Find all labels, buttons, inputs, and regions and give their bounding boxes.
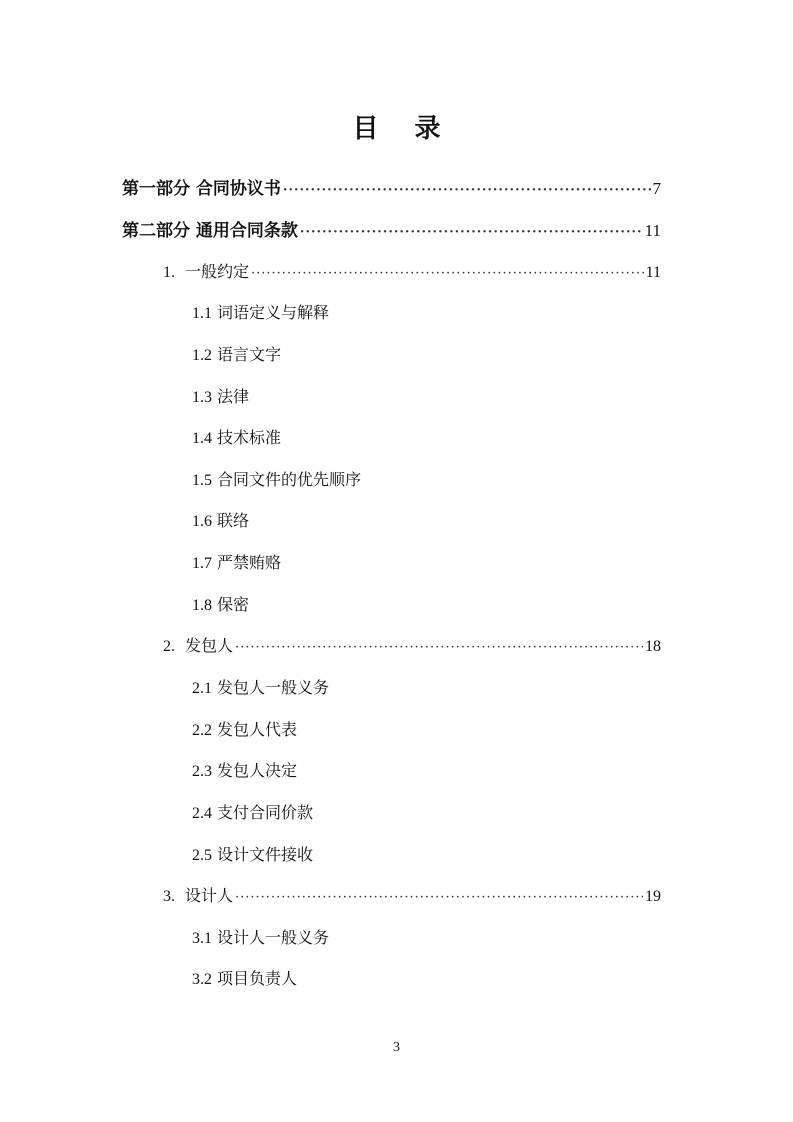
toc-page-number: 7 xyxy=(652,179,661,198)
toc-title-char-2: 录 xyxy=(414,114,441,144)
toc-section-label: 2. 发包人 xyxy=(163,636,234,655)
dot-leader xyxy=(283,183,651,198)
toc-section-label: 3. 设计人 xyxy=(163,886,234,905)
page-number: 3 xyxy=(393,1040,400,1055)
toc-subsection[interactable]: 2.2 发包人代表 xyxy=(192,720,298,739)
toc-subsection[interactable]: 3.2 项目负责人 xyxy=(192,969,298,988)
dot-leader xyxy=(251,266,644,281)
dot-leader xyxy=(235,640,643,655)
toc-subsection[interactable]: 2.1 发包人一般义务 xyxy=(192,678,330,697)
toc-subsection[interactable]: 1.5 合同文件的优先顺序 xyxy=(192,470,362,489)
toc-section-3[interactable] xyxy=(163,883,661,906)
toc-page-number: 19 xyxy=(645,888,661,905)
toc-section-label: 1. 一般约定 xyxy=(163,262,250,281)
toc-page-number: 18 xyxy=(645,638,661,655)
toc-title-char-1: 目 xyxy=(352,114,379,144)
toc-subsection[interactable]: 2.5 设计文件接收 xyxy=(192,845,314,864)
toc-part-label: 第二部分 通用合同条款 xyxy=(122,221,298,241)
toc-subsection[interactable]: 1.2 语言文字 xyxy=(192,345,282,364)
toc-part-label: 第一部分 合同协议书 xyxy=(122,179,281,199)
toc-title xyxy=(0,108,793,145)
toc-page-number: 11 xyxy=(644,221,661,240)
toc-section-2[interactable] xyxy=(163,633,661,656)
toc-subsection[interactable]: 3.1 设计人一般义务 xyxy=(192,928,330,947)
toc-part-2[interactable] xyxy=(122,216,661,241)
toc-subsection[interactable]: 1.8 保密 xyxy=(192,595,250,614)
dot-leader xyxy=(300,225,643,240)
toc-subsection[interactable]: 2.4 支付合同价款 xyxy=(192,803,314,822)
dot-leader xyxy=(235,890,643,905)
toc-subsection[interactable]: 1.6 联络 xyxy=(192,511,250,530)
toc-page-number: 11 xyxy=(645,264,661,281)
toc-subsection[interactable]: 1.4 技术标准 xyxy=(192,428,282,447)
toc-subsection[interactable]: 2.3 发包人决定 xyxy=(192,761,298,780)
toc-part-1[interactable] xyxy=(122,174,661,199)
toc-subsection[interactable]: 1.1 词语定义与解释 xyxy=(192,303,330,322)
toc-section-1[interactable] xyxy=(163,259,661,282)
toc-subsection[interactable]: 1.3 法律 xyxy=(192,387,250,406)
toc-subsection[interactable]: 1.7 严禁贿赂 xyxy=(192,553,282,572)
